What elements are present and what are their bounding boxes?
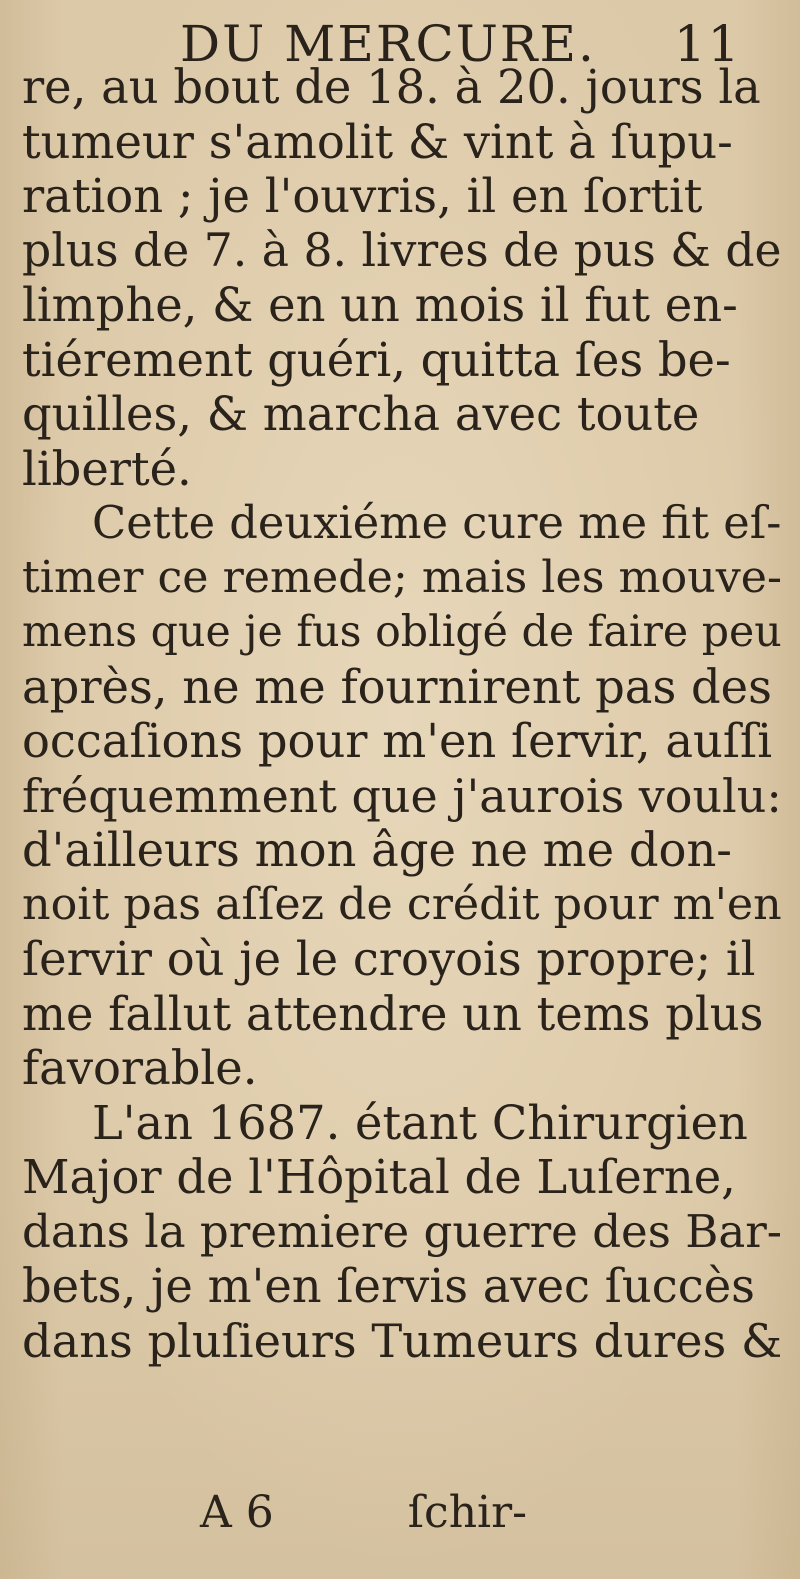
text-line: mens que je fus obligé de faire peu: [22, 607, 782, 657]
page-number: 11: [673, 15, 742, 73]
text-line: dans pluſieurs Tumeurs dures &: [22, 1313, 783, 1368]
text-line: favorable.: [22, 1041, 258, 1095]
text-line: dans la premiere guerre des Bar-: [22, 1204, 783, 1258]
text-line: Major de l'Hôpital de Luſerne,: [22, 1150, 736, 1204]
text-line: d'ailleurs mon âge ne me don-: [22, 823, 732, 877]
running-head-title: DU MERCURE.: [180, 15, 596, 73]
text-line: me fallut attendre un tems plus: [22, 986, 764, 1041]
text-line: liberté.: [22, 441, 192, 496]
text-line: re, au bout de 18. à 20. jours la: [22, 60, 761, 114]
signature-mark: A 6: [200, 1487, 274, 1538]
text-line: plus de 7. à 8. livres de pus & de: [22, 223, 782, 277]
paragraph-start-line: Cette deuxiéme cure me fit eſ-: [92, 496, 782, 549]
text-line: ſervir où je le croyois propre; il: [22, 932, 756, 986]
text-line: occaſions pour m'en ſervir, auſſi: [22, 714, 773, 768]
text-line: limphe, & en un mois il fut en-: [22, 278, 738, 332]
text-line: après, ne me fournirent pas des: [22, 659, 772, 714]
catchword: ſchir-: [407, 1487, 528, 1538]
footer-catchword: [200, 1485, 760, 1541]
text-line: noit pas aſſez de crédit pour m'en: [22, 878, 782, 930]
text-line: fréquemment que j'aurois voulu:: [22, 768, 782, 823]
text-line: quilles, & marcha avec toute: [22, 387, 700, 441]
text-line: bets, je m'en ſervis avec ſuccès: [22, 1259, 755, 1313]
text-line: ration ; je l'ouvris, il en ſortit: [22, 169, 703, 223]
body-text: [22, 60, 792, 1368]
text-line: tiérement guéri, quitta ſes be-: [22, 332, 731, 387]
paragraph-start-line: L'an 1687. étant Chirurgien: [92, 1095, 748, 1150]
text-line: timer ce remede; mais les mouve-: [22, 551, 782, 603]
text-line: tumeur s'amolit & vint à ſupu-: [22, 114, 733, 169]
